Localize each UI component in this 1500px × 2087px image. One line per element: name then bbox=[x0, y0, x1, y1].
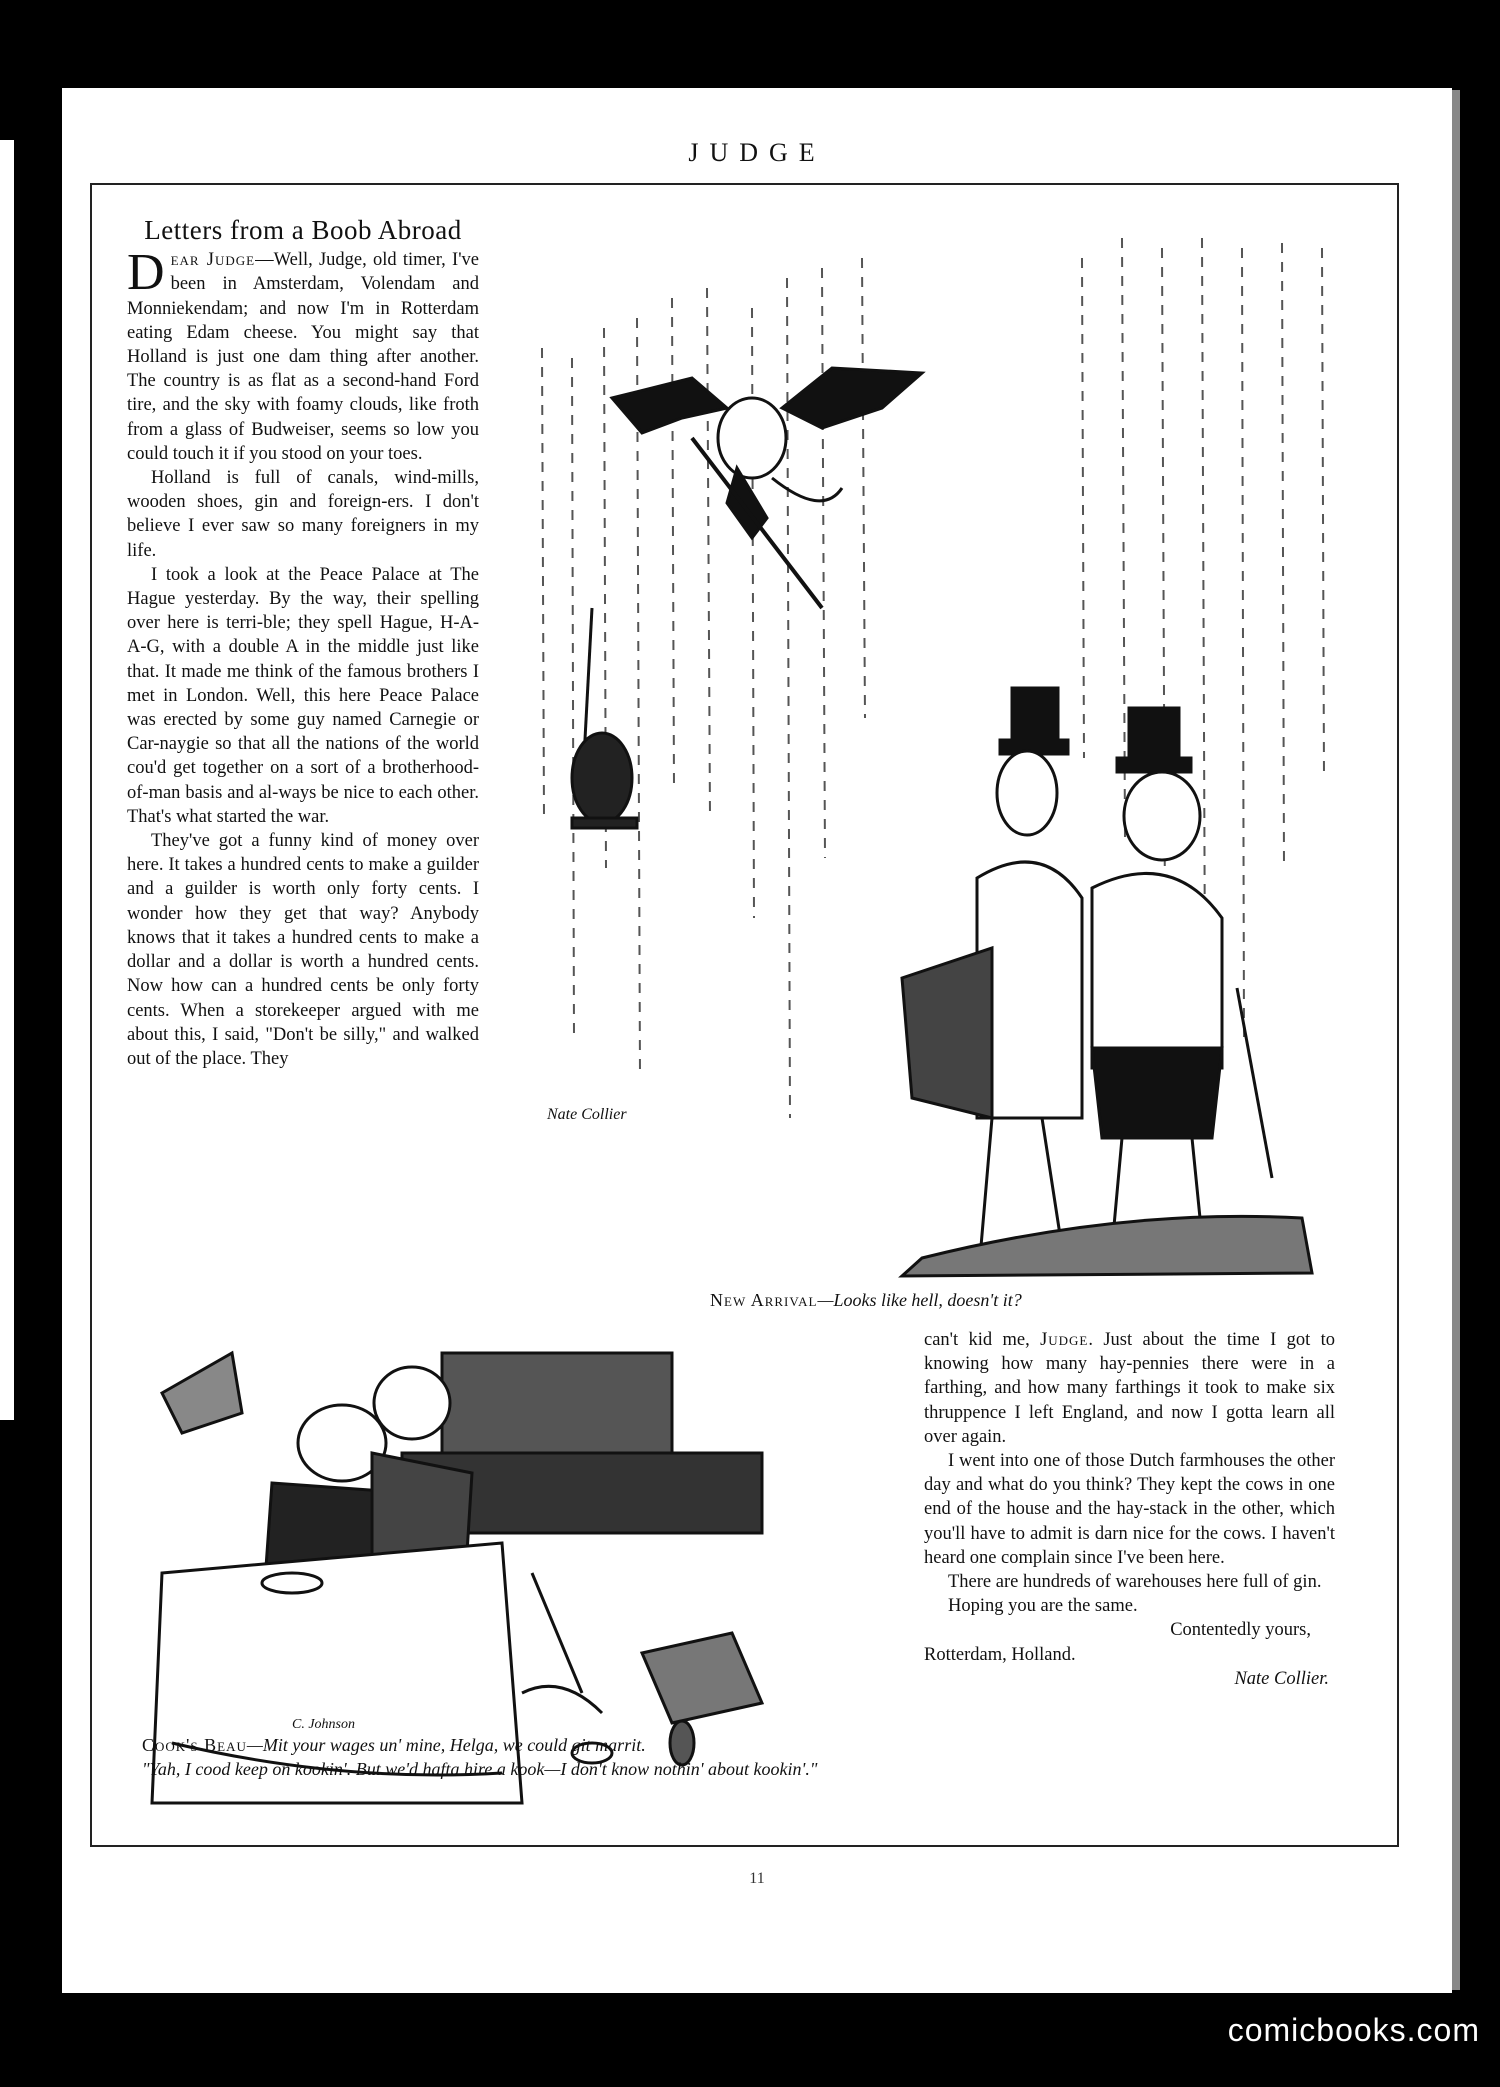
caption-label: Cook's Beau bbox=[142, 1735, 247, 1755]
article-column-left bbox=[127, 215, 480, 1071]
article-paragraph-7: There are hundreds of warehouses here full of gin. bbox=[948, 1572, 1322, 1593]
article-title: Letters from a Boob Abroad bbox=[144, 215, 462, 245]
two-men-figures bbox=[902, 688, 1312, 1276]
addressee: Judge bbox=[1040, 1330, 1089, 1350]
cartoon-new-arrival bbox=[522, 218, 1352, 1278]
article-column-right bbox=[924, 1328, 1335, 1691]
watermark: comicbooks.com bbox=[1227, 2012, 1480, 2048]
caption-line-1 bbox=[142, 1733, 932, 1757]
article-paragraph-3: I took a look at the Peace Palace at The Hague yesterday. By the way, their spelling over here is terri-ble; they spell Hague, H-A-A-G, with a double A in the middle just like that. It made me think of the famous brothers I met in London. Well, this here Peace Palace was erected by some guy named Carnegie or Car-naygie so that all the nations of the world cou'd get together on a sort of a brotherhood-of-man basis and al-ways be nice to each other. That's what started the war. bbox=[127, 564, 479, 827]
closing: Contentedly yours, bbox=[1170, 1620, 1311, 1641]
cartoon1-signature: Nate Collier bbox=[547, 1106, 627, 1123]
article-paragraph-6: I went into one of those Dutch farmhouses the other day and what do you think? They kept the cows in one end of the house and the hay-stack in the other, which you'll have to admit is darn nice for the cows. I haven't heard one complain since I've been here. bbox=[924, 1451, 1335, 1568]
caption-cooks-beau bbox=[142, 1733, 932, 1781]
caption-new-arrival bbox=[710, 1288, 1330, 1312]
magazine-page bbox=[62, 88, 1452, 1993]
cartoon2-signature: C. Johnson bbox=[292, 1717, 355, 1732]
signature: Nate Collier. bbox=[1234, 1668, 1329, 1689]
salutation: ear Judge bbox=[170, 250, 256, 271]
left-page-edge bbox=[0, 140, 14, 1420]
article-paragraph-8: Hoping you are the same. bbox=[948, 1596, 1138, 1617]
place: Rotterdam, Holland. bbox=[924, 1644, 1076, 1665]
devil-figure bbox=[612, 368, 922, 608]
caption-label: New Arrival bbox=[710, 1290, 818, 1310]
right-page-edge bbox=[1452, 90, 1460, 1990]
continuation-rest: . Just about the time I got to knowing how many hay-pennies there were in a farthing, and how many farthings it took to make six thruppence I left England, and now I gotta learn all over again. bbox=[924, 1330, 1336, 1447]
drop-cap: D bbox=[127, 244, 165, 302]
caption-text-2: "Yah, I cood keep on kookin'. But we'd hafta hire a kook—I don't know nothin' about kookin'." bbox=[142, 1759, 818, 1779]
article-paragraph-5 bbox=[924, 1328, 1335, 1449]
article-paragraph-1 bbox=[127, 244, 480, 466]
opening-text: —Well, Judge, old timer, I've been in Amsterdam, Volendam and Monniekendam; and now I'm in Rotterdam eating Edam cheese. You might say that Holland is just one dam thing after another. The country is as flat as a second-hand Ford tire, and the sky with foamy clouds, like froth from a glass of Budweiser, seems so low you could touch it if you stood on your toes. bbox=[127, 250, 480, 464]
article-paragraph-4: They've got a funny kind of money over here. It takes a hundred cents to make a guilder and a guilder is worth only forty cents. I wonder how they get that way? Anybody knows that it takes a hundred cents to make a dollar and a dollar is worth a hundred cents. Now how can a hundred cents be only forty cents. When a storekeeper argued with me about this, I said, "Don't be silly," and walked out of the place. They bbox=[127, 831, 479, 1069]
article-paragraph-2: Holland is full of canals, wind-mills, wooden shoes, gin and foreign-ers. I don't believe I ever saw so many foreigners in my life. bbox=[127, 468, 479, 561]
caption-text: —Looks like hell, doesn't it? bbox=[817, 1290, 1022, 1310]
masthead: JUDGE bbox=[688, 138, 826, 167]
continuation-start: can't kid me, bbox=[924, 1330, 1041, 1350]
page-number: 11 bbox=[749, 1870, 765, 1887]
caption-text-1: —Mit your wages un' mine, Helga, we could git marrit. bbox=[246, 1735, 646, 1755]
caption-line-2 bbox=[142, 1757, 932, 1781]
